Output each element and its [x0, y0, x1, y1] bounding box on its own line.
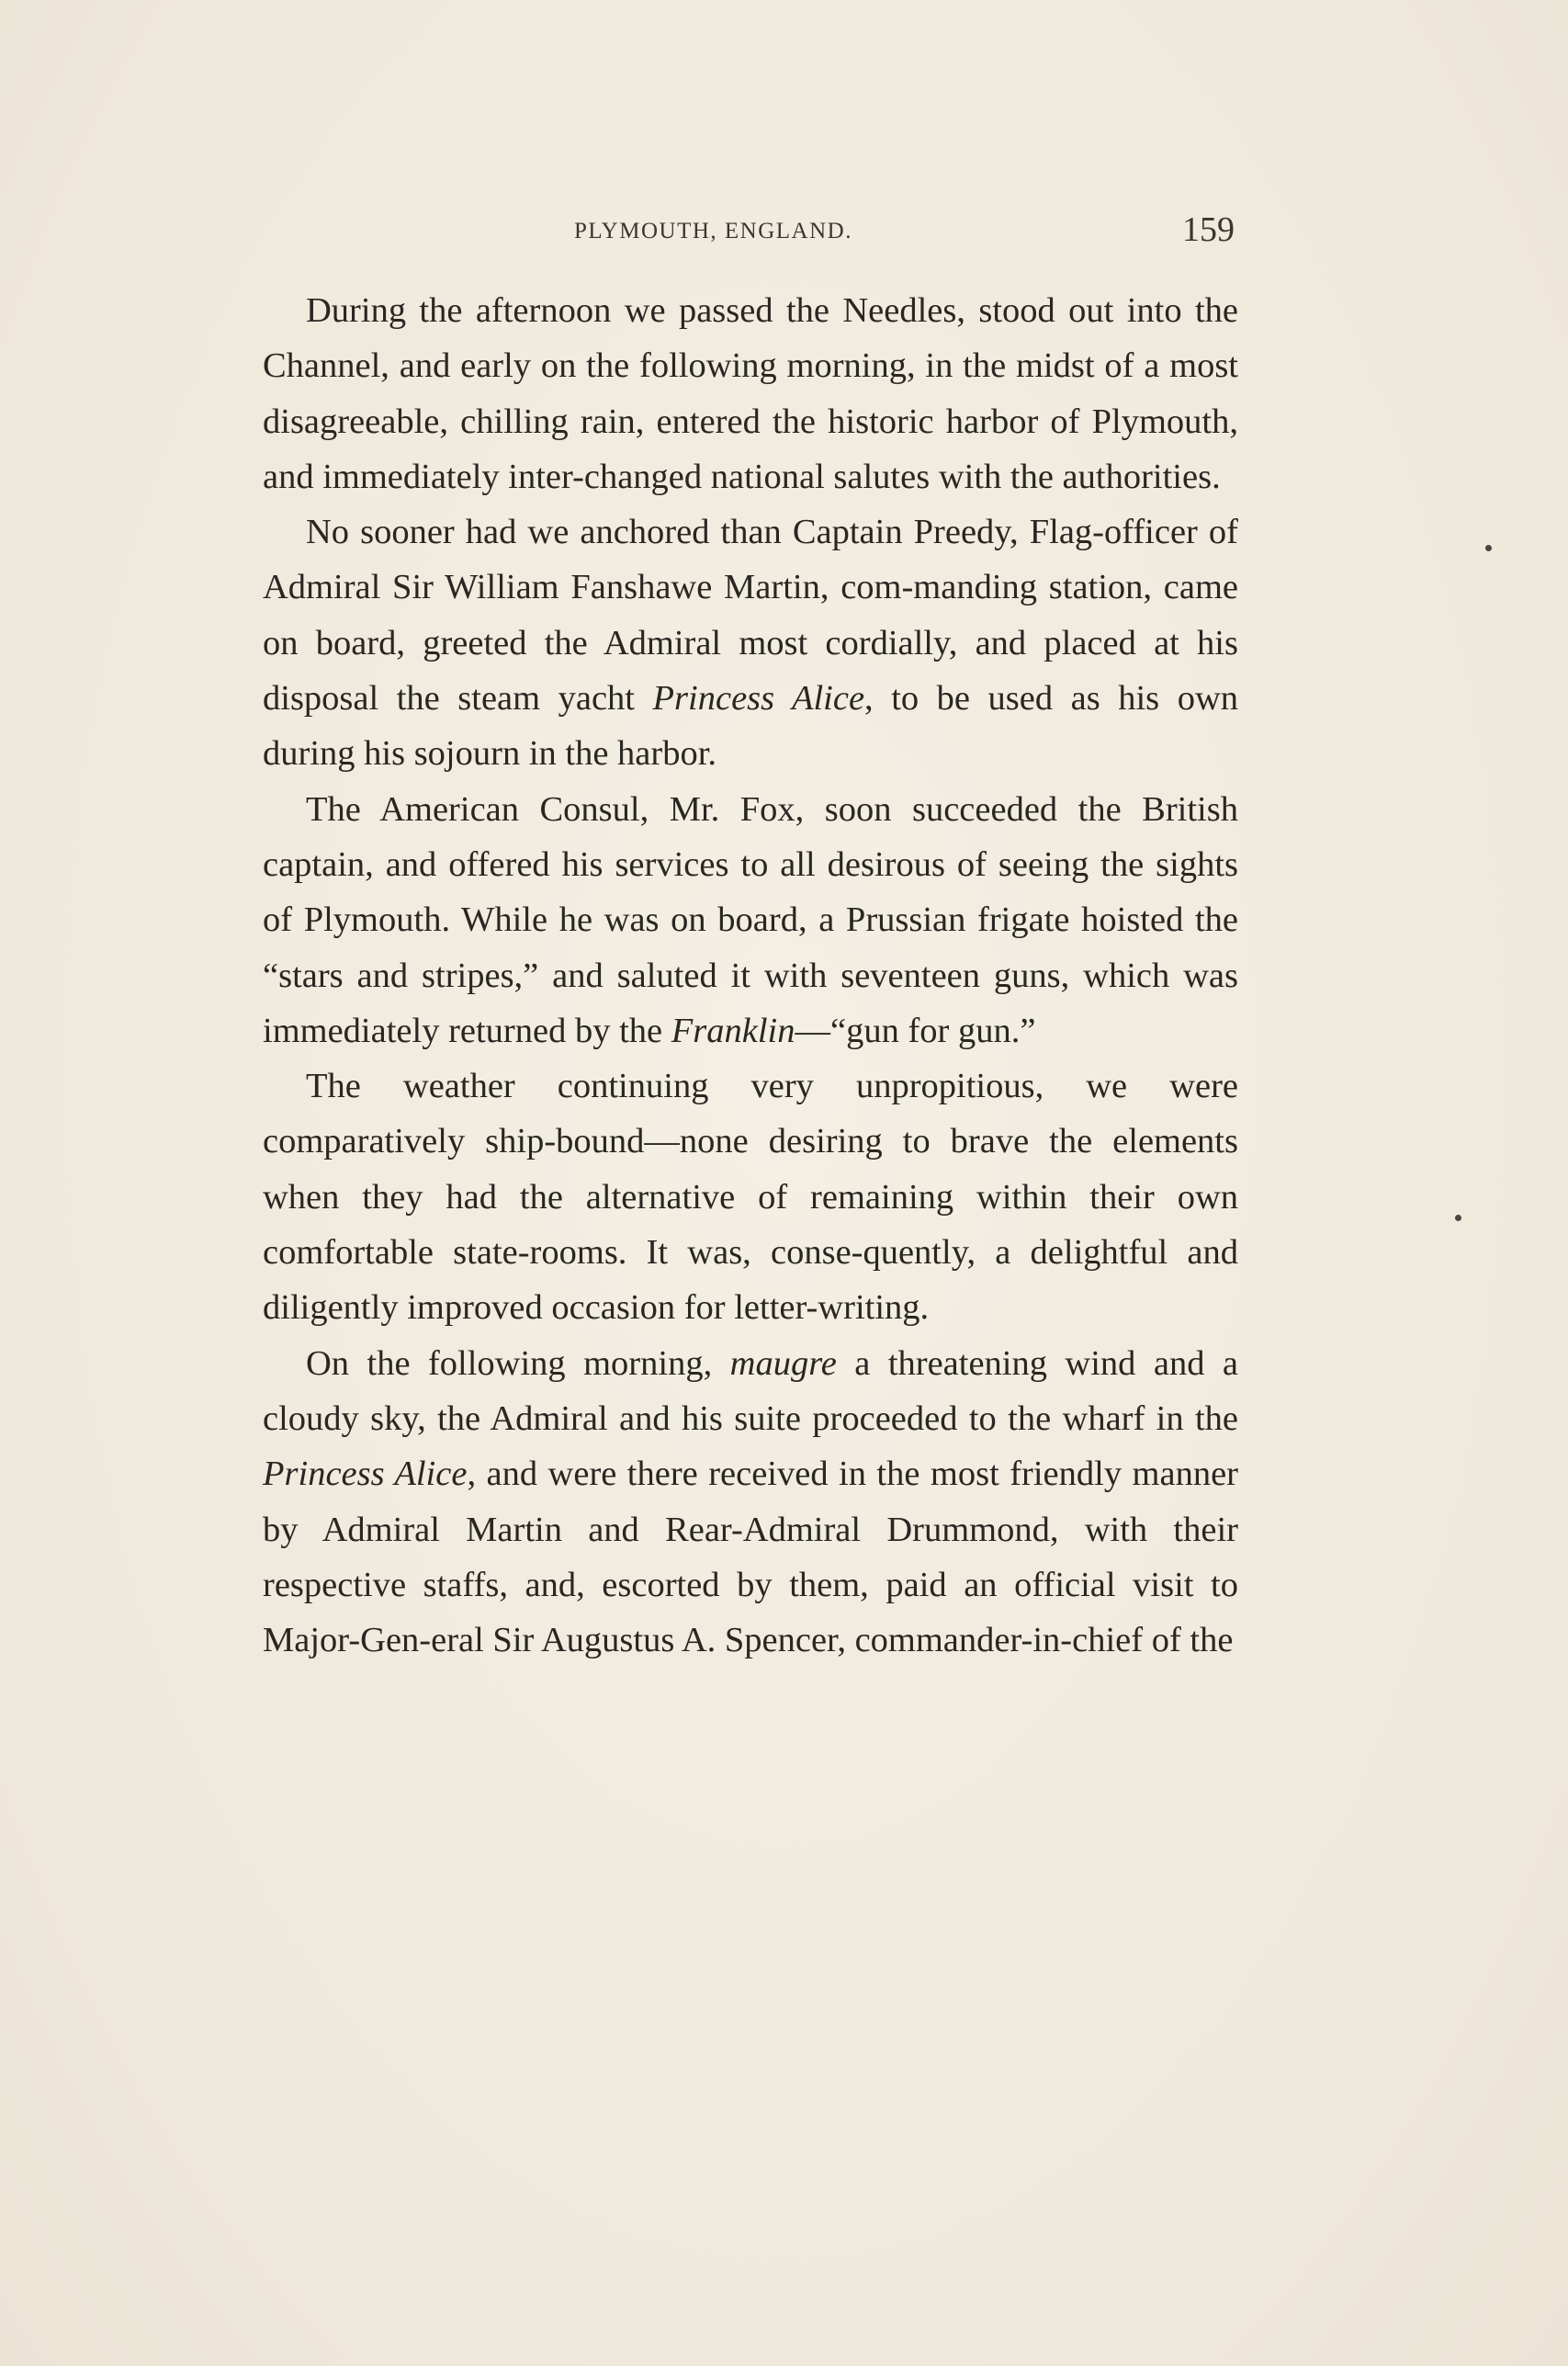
text-run: a threatening wind and a cloudy sky, the Admiral and his suite proceeded to the wharf in the: [263, 1343, 1238, 1438]
text-run: —“gun for gun.”: [795, 1011, 1036, 1050]
ship-name: Princess Alice: [263, 1455, 468, 1494]
text-run: On the following morning,: [306, 1343, 730, 1383]
paragraph: [263, 782, 1238, 1058]
text-run: , to be used as his own during his sojourn in the harbor.: [263, 679, 1239, 774]
paragraph: [263, 1058, 1238, 1335]
page-number: 159: [1182, 210, 1235, 249]
paragraph: [263, 504, 1238, 781]
text-run: , and were there received in the most friendly manner by Admiral Martin and Rear-Admiral Drummond, with their respective staffs, and, escorted by them, paid an official visit to Major-Gen-eral Sir Augustus A. Spencer, commander-in-chief of the: [263, 1455, 1238, 1660]
text-run: No sooner had we anchored than Captain Preedy, Flag-officer of Admiral Sir William Fanshawe Martin, com-manding station, came on board, greeted the Admiral most cordially, and placed at his disposal the steam yacht: [263, 513, 1238, 719]
running-head: PLYMOUTH, ENGLAND.: [574, 219, 852, 243]
text-run: During the afternoon we passed the Needles, stood out into the Channel, and early on the following morning, in the midst of a most disagreeable, chilling rain, entered the historic harbor of Plymouth, and immediately inter-changed national salutes with the authorities.: [263, 291, 1238, 496]
italic-word: maugre: [729, 1343, 837, 1383]
ship-name: Franklin: [671, 1011, 795, 1050]
ink-speck: [1455, 1215, 1461, 1221]
ink-speck: [1485, 545, 1492, 551]
body-text: [263, 283, 1238, 1668]
ship-name: Princess Alice: [652, 679, 865, 719]
paragraph: [263, 283, 1238, 504]
paragraph: [263, 1336, 1238, 1669]
text-run: The weather continuing very unpropitious, we were comparatively ship-bound—none desiring to brave the elements when they had the alternative of remaining within their own comfortable state-rooms. It was, conse-quently, a delightful and diligently improved occasion for letter-writing.: [263, 1067, 1238, 1328]
text-run: The American Consul, Mr. Fox, soon succeeded the British captain, and offered his services to all desirous of seeing the sights of Plymouth. While he was on board, a Prussian frigate hoisted the “stars and stripes,” and saluted it with seventeen guns, which was immediately returned by the: [263, 789, 1238, 1050]
